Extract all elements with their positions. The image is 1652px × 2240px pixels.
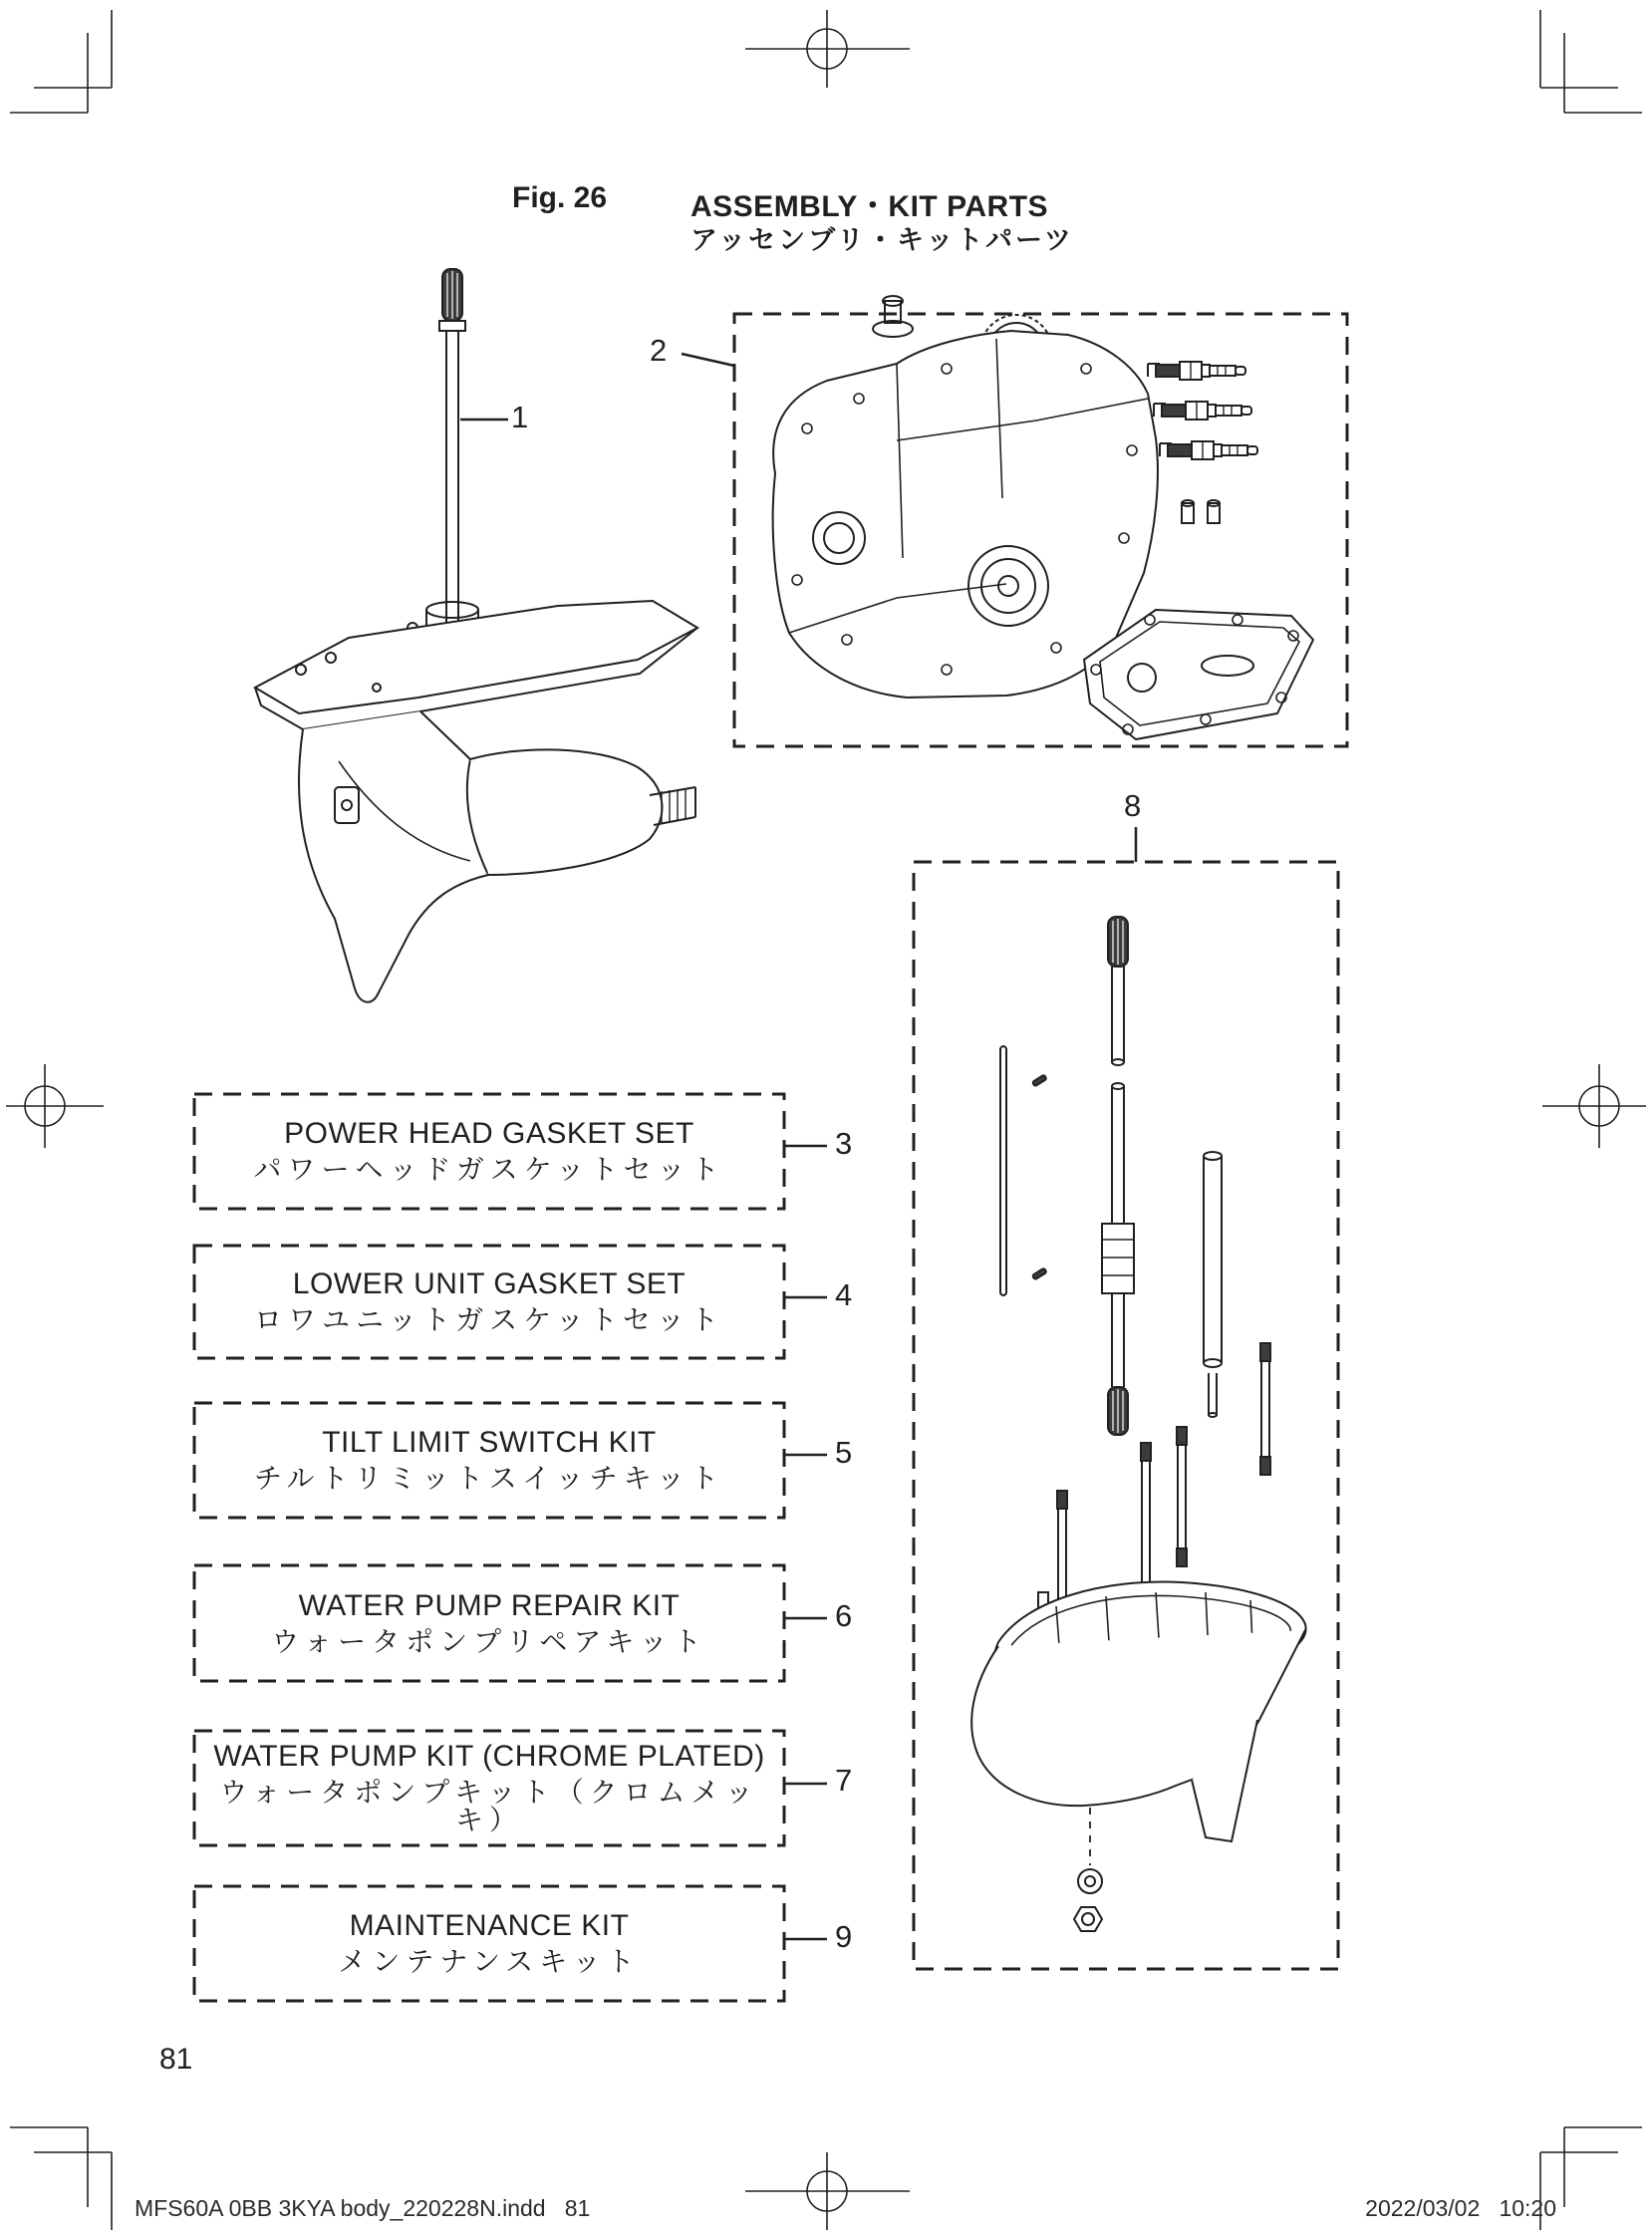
kit-label-en: WATER PUMP REPAIR KIT <box>298 1588 681 1622</box>
callout-4: 4 <box>835 1277 853 1312</box>
crop-mark-bottom-left <box>10 2127 112 2230</box>
callout-5: 5 <box>835 1435 853 1470</box>
kit-label-en: WATER PUMP KIT (CHROME PLATED) <box>213 1740 765 1773</box>
kit-box-tilt-limit-switch <box>194 1403 784 1518</box>
callout-7: 7 <box>835 1763 853 1798</box>
kit-box-lower-unit-gasket <box>194 1246 784 1358</box>
kit-label-jp: パワーヘッドガスケットセット <box>253 1154 725 1185</box>
figure-title-jp: アッセンブリ・キットパーツ <box>690 225 1074 255</box>
kit-label-jp: チルトリミットスイッチキット <box>253 1463 725 1494</box>
page-number: 81 <box>159 2043 193 2076</box>
kit-label-en: TILT LIMIT SWITCH KIT <box>322 1426 657 1459</box>
kit-label-en: LOWER UNIT GASKET SET <box>292 1267 687 1300</box>
power-head-drawing <box>773 296 1313 739</box>
spark-plug-icon <box>1148 362 1257 459</box>
crop-mark-left-center <box>6 1064 104 1148</box>
kit-box-water-pump-repair <box>194 1565 784 1681</box>
callout-2: 2 <box>650 333 668 368</box>
figure-title-en: ASSEMBLY・KIT PARTS <box>690 190 1049 223</box>
gear-case-housing <box>971 1582 1305 1841</box>
callout-8: 8 <box>1124 788 1142 823</box>
kit-label-en: POWER HEAD GASKET SET <box>284 1117 694 1150</box>
small-plug-caps <box>1182 500 1220 523</box>
crop-mark-bottom-center <box>745 2152 910 2230</box>
callout-3: 3 <box>835 1126 853 1161</box>
footer-datetime: 2022/03/02 10:20 <box>1365 2195 1556 2221</box>
crop-mark-top-center <box>745 10 910 88</box>
kit-label-en: MAINTENANCE KIT <box>349 1909 630 1942</box>
kit-box-maintenance <box>194 1886 784 2001</box>
crop-mark-right-center <box>1542 1064 1646 1148</box>
callout-6: 6 <box>835 1598 853 1633</box>
lower-unit-drawing <box>255 269 697 1002</box>
callout-1: 1 <box>511 400 529 434</box>
kit-label-jp: ウォータポンプリペアキット <box>271 1625 707 1657</box>
crop-mark-top-right <box>1540 10 1642 113</box>
kit-label-jp: ウォータポンプキット（クロムメッキ） <box>219 1777 759 1835</box>
kit-label-jp: メンテナンスキット <box>338 1946 641 1977</box>
crop-mark-top-left <box>10 10 112 113</box>
footer-file-info: MFS60A 0BB 3KYA body_220228N.indd 81 <box>135 2195 591 2221</box>
figure-label: Fig. 26 <box>512 181 608 214</box>
callout-9: 9 <box>835 1919 853 1954</box>
kit-box-water-pump-chrome <box>194 1731 784 1845</box>
kit-box-power-head-gasket <box>194 1094 784 1209</box>
maintenance-kit-drawing <box>971 917 1305 1931</box>
kit-label-jp: ロワユニットガスケットセット <box>254 1304 724 1335</box>
